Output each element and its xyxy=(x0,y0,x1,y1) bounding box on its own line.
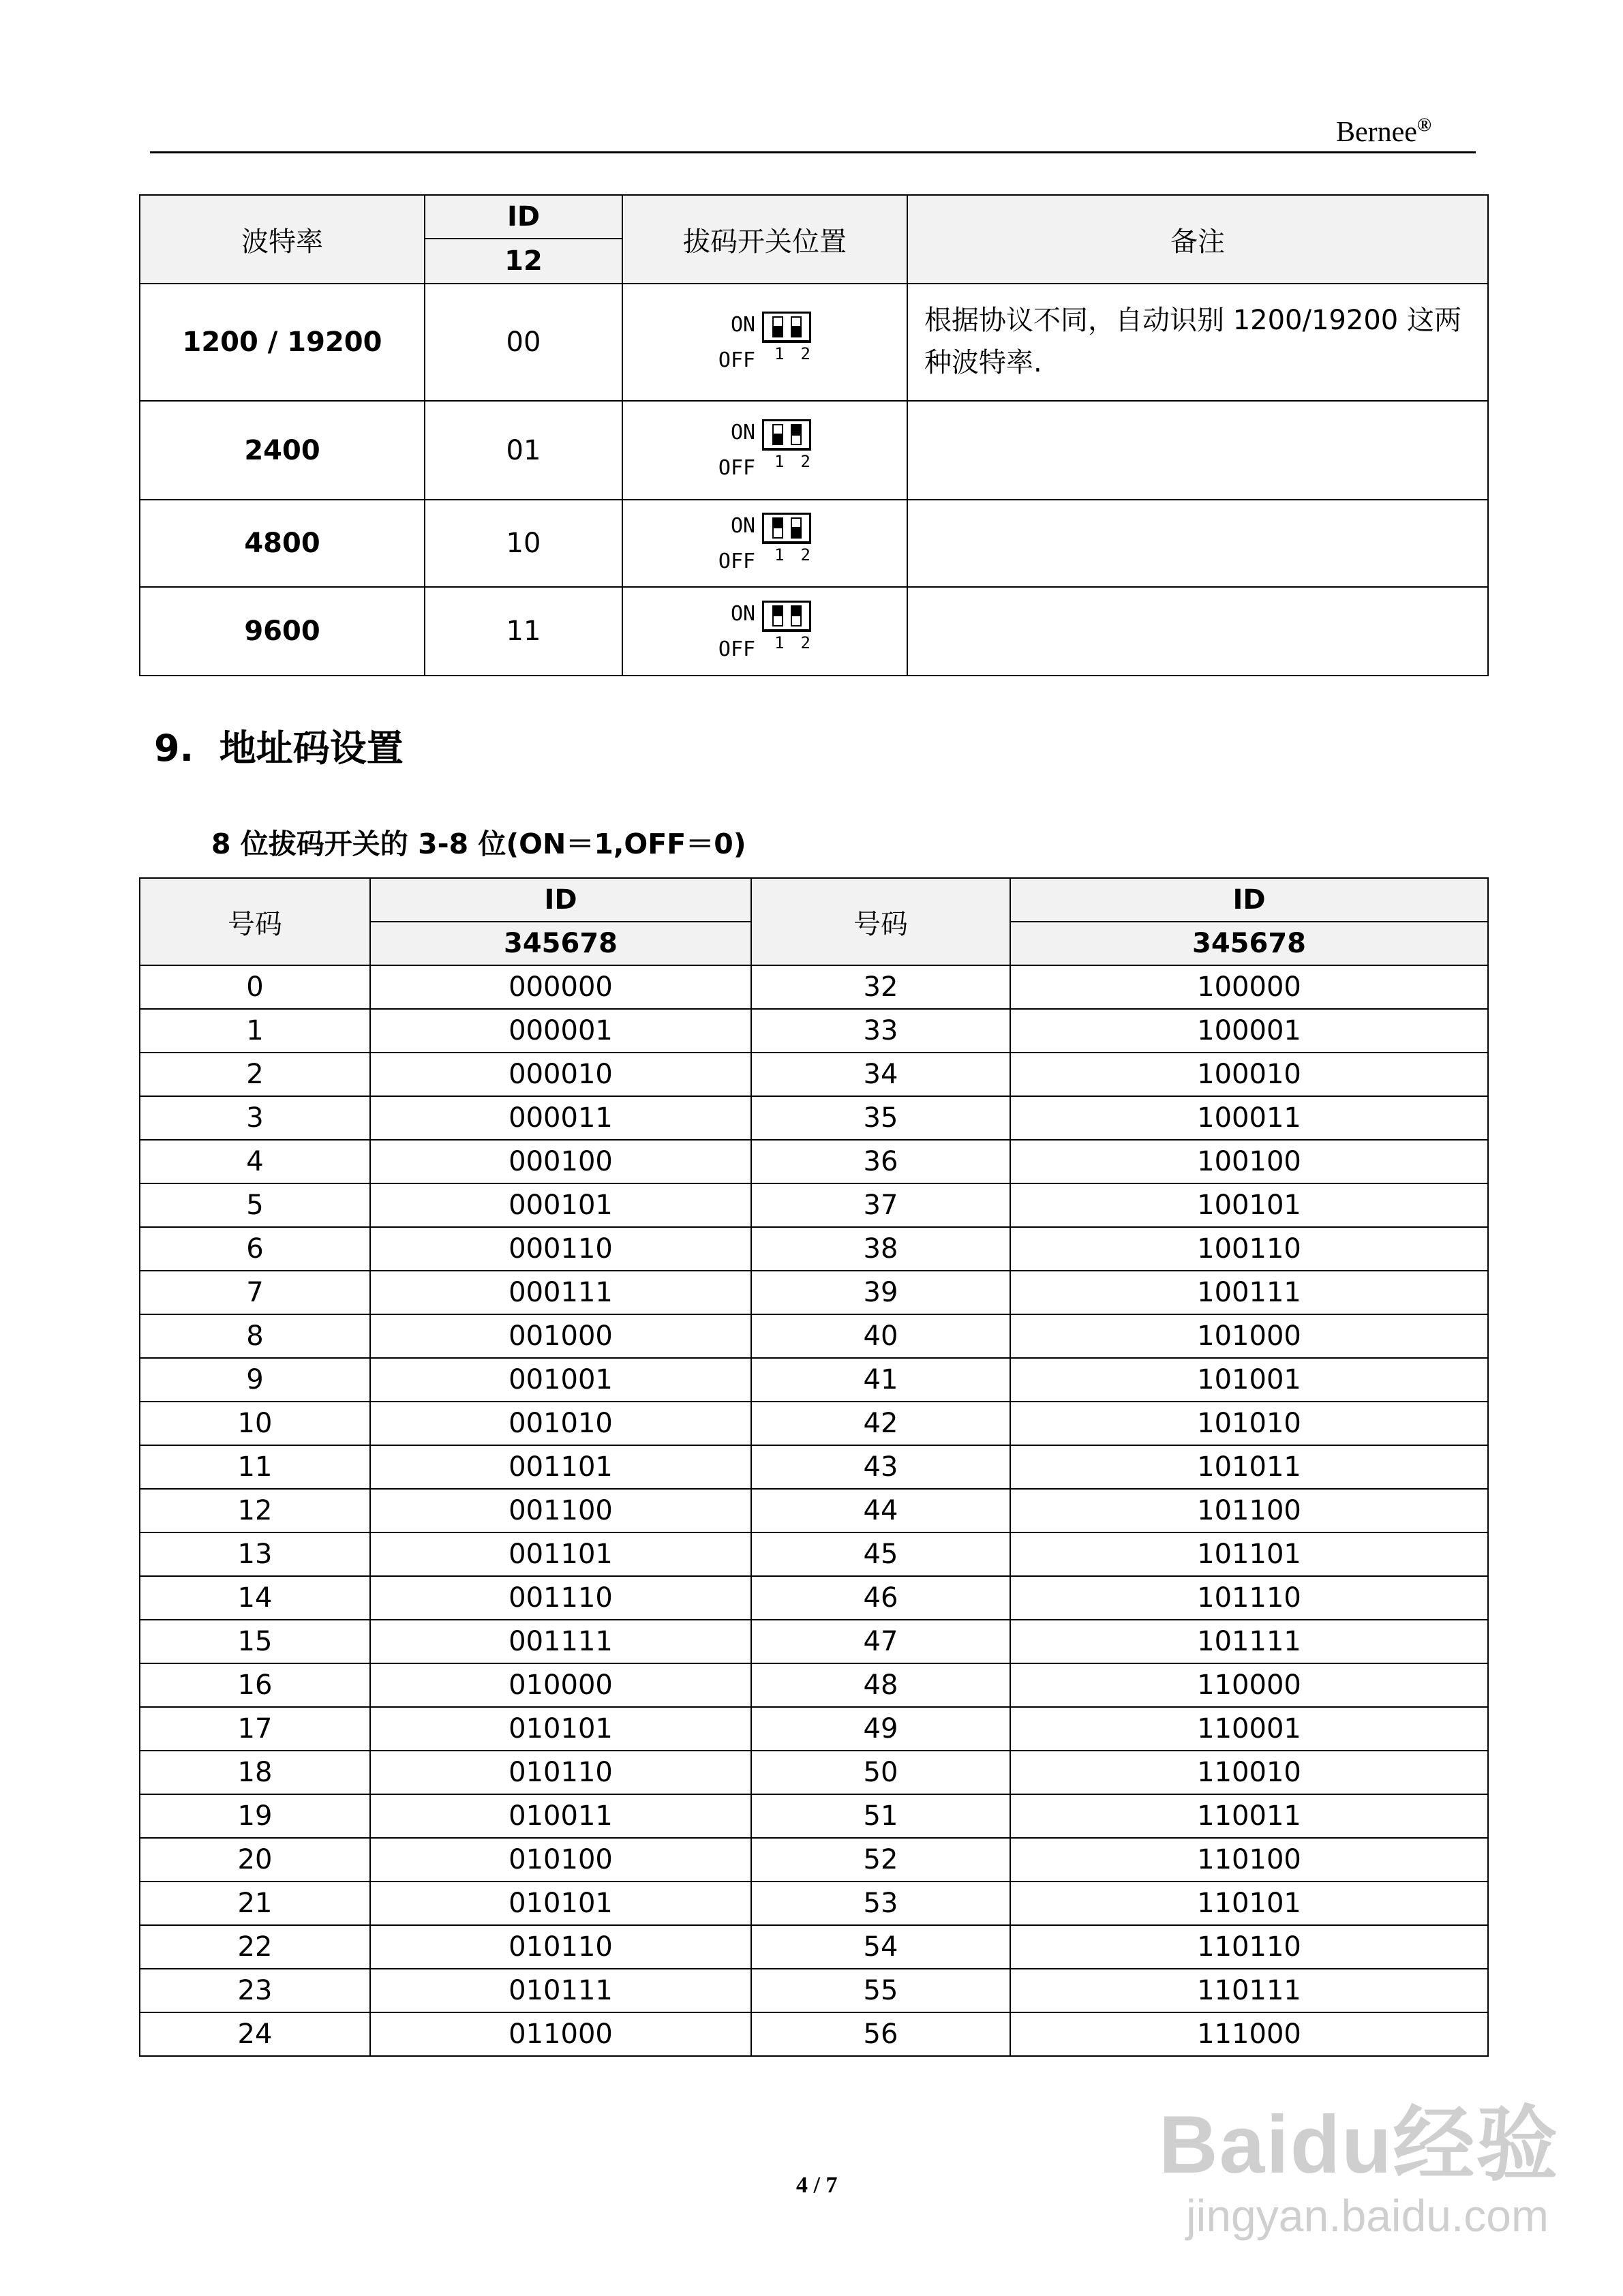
table-cell: 000011 xyxy=(370,1096,751,1140)
table-cell: 49 xyxy=(751,1707,1010,1751)
table-cell: 47 xyxy=(751,1620,1010,1663)
table-cell: 101111 xyxy=(1010,1620,1488,1663)
col-header-num-right: 号码 xyxy=(751,878,1010,965)
table-row xyxy=(140,1707,1488,1751)
table-cell: 37 xyxy=(751,1183,1010,1227)
dip-switch-icon: ON OFF 1 2 xyxy=(718,601,810,661)
table-cell: 101110 xyxy=(1010,1576,1488,1620)
table-cell: 23 xyxy=(140,1969,370,2012)
table-cell: 100111 xyxy=(1010,1271,1488,1314)
table-cell: 110111 xyxy=(1010,1969,1488,2012)
table-cell: 35 xyxy=(751,1096,1010,1140)
table-cell: 100100 xyxy=(1010,1140,1488,1183)
table-cell: 010110 xyxy=(370,1925,751,1969)
table-cell: 100101 xyxy=(1010,1183,1488,1227)
dip-switch-icon: ON OFF 1 2 xyxy=(718,312,810,372)
col-header-num-left: 号码 xyxy=(140,878,370,965)
table-cell: 101101 xyxy=(1010,1532,1488,1576)
table-row xyxy=(140,1576,1488,1620)
table-cell: 43 xyxy=(751,1445,1010,1489)
table-cell: 000010 xyxy=(370,1053,751,1096)
table-cell: 19 xyxy=(140,1794,370,1838)
table-cell: 001111 xyxy=(370,1620,751,1663)
table-cell: 9 xyxy=(140,1358,370,1402)
table-cell: 11 xyxy=(140,1445,370,1489)
table-cell: 14 xyxy=(140,1576,370,1620)
table-cell: 100001 xyxy=(1010,1009,1488,1053)
table-cell: 100011 xyxy=(1010,1096,1488,1140)
table-cell: 000001 xyxy=(370,1009,751,1053)
table-cell: 39 xyxy=(751,1271,1010,1314)
table-cell: 100000 xyxy=(1010,965,1488,1009)
table-cell: 17 xyxy=(140,1707,370,1751)
table-cell: 101100 xyxy=(1010,1489,1488,1532)
table-cell: 15 xyxy=(140,1620,370,1663)
table-row xyxy=(140,1663,1488,1707)
table-cell: 001010 xyxy=(370,1402,751,1445)
table-cell: 52 xyxy=(751,1838,1010,1882)
baud-note-cell xyxy=(907,401,1488,500)
table-cell: 1 xyxy=(140,1009,370,1053)
table-row xyxy=(140,1620,1488,1663)
table-cell: 111000 xyxy=(1010,2012,1488,2056)
dip-switch-cell xyxy=(622,284,907,401)
baud-rate-cell: 2400 xyxy=(140,401,425,500)
table-row xyxy=(140,1794,1488,1838)
table-cell: 24 xyxy=(140,2012,370,2056)
baud-row xyxy=(140,500,1488,587)
table-cell: 51 xyxy=(751,1794,1010,1838)
table-cell: 38 xyxy=(751,1227,1010,1271)
table-cell: 100110 xyxy=(1010,1227,1488,1271)
table-cell: 13 xyxy=(140,1532,370,1576)
table-cell: 001110 xyxy=(370,1576,751,1620)
table-cell: 44 xyxy=(751,1489,1010,1532)
col-header-bits-left: 345678 xyxy=(370,922,751,965)
table-row xyxy=(140,1358,1488,1402)
table-cell: 001101 xyxy=(370,1445,751,1489)
header-rule xyxy=(150,151,1476,153)
table-row xyxy=(140,1402,1488,1445)
dip-switch-icon: ON OFF 1 2 xyxy=(718,421,810,480)
table-cell: 55 xyxy=(751,1969,1010,2012)
col-header-switch: 拔码开关位置 xyxy=(622,195,907,284)
baud-id-cell: 01 xyxy=(425,401,622,500)
dip-switch-cell xyxy=(622,587,907,676)
table-cell: 110010 xyxy=(1010,1751,1488,1794)
table-cell: 000000 xyxy=(370,965,751,1009)
baud-rate-cell: 9600 xyxy=(140,587,425,676)
dip-switch-icon: ON OFF 1 2 xyxy=(718,513,810,573)
table-row xyxy=(140,1096,1488,1140)
section-title: 9. 地址码设置 xyxy=(154,727,404,770)
table-row xyxy=(140,1532,1488,1576)
table-cell: 010101 xyxy=(370,1882,751,1925)
table-cell: 21 xyxy=(140,1882,370,1925)
baud-note-cell xyxy=(907,587,1488,676)
table-cell: 56 xyxy=(751,2012,1010,2056)
col-header-bits-right: 345678 xyxy=(1010,922,1488,965)
table-cell: 110011 xyxy=(1010,1794,1488,1838)
table-row xyxy=(140,1009,1488,1053)
baud-note-cell xyxy=(907,500,1488,587)
baud-note-cell: 根据协议不同，自动识别 1200/19200 这两种波特率. xyxy=(907,284,1488,401)
baud-id-cell: 00 xyxy=(425,284,622,401)
table-row xyxy=(140,1053,1488,1096)
table-cell: 110101 xyxy=(1010,1882,1488,1925)
table-cell: 010000 xyxy=(370,1663,751,1707)
col-header-id: ID xyxy=(425,195,622,239)
table-cell: 50 xyxy=(751,1751,1010,1794)
table-cell: 46 xyxy=(751,1576,1010,1620)
table-cell: 100010 xyxy=(1010,1053,1488,1096)
table-cell: 001101 xyxy=(370,1532,751,1576)
table-row xyxy=(140,1140,1488,1183)
col-header-id-bits: 12 xyxy=(425,239,622,284)
table-cell: 101010 xyxy=(1010,1402,1488,1445)
table-cell: 22 xyxy=(140,1925,370,1969)
table-cell: 010101 xyxy=(370,1707,751,1751)
table-cell: 12 xyxy=(140,1489,370,1532)
table-cell: 000111 xyxy=(370,1271,751,1314)
table-cell: 6 xyxy=(140,1227,370,1271)
table-cell: 36 xyxy=(751,1140,1010,1183)
table-cell: 110110 xyxy=(1010,1925,1488,1969)
table-row xyxy=(140,1751,1488,1794)
watermark: Baidu经验 jingyan.baidu.com xyxy=(1159,2099,1560,2241)
table-cell: 20 xyxy=(140,1838,370,1882)
col-header-id-left: ID xyxy=(370,878,751,922)
table-cell: 32 xyxy=(751,965,1010,1009)
table-row xyxy=(140,1489,1488,1532)
table-cell: 54 xyxy=(751,1925,1010,1969)
baud-id-cell: 10 xyxy=(425,500,622,587)
table-cell: 16 xyxy=(140,1663,370,1707)
table-cell: 110000 xyxy=(1010,1663,1488,1707)
table-cell: 000110 xyxy=(370,1227,751,1271)
baud-row xyxy=(140,284,1488,401)
section-subtitle: 8 位拔码开关的 3-8 位(ON＝1,OFF＝0) xyxy=(211,828,746,860)
dip-switch-cell xyxy=(622,401,907,500)
table-row xyxy=(140,1227,1488,1271)
baud-id-cell: 11 xyxy=(425,587,622,676)
table-row xyxy=(140,965,1488,1009)
table-cell: 101000 xyxy=(1010,1314,1488,1358)
table-cell: 3 xyxy=(140,1096,370,1140)
dip-switch-cell xyxy=(622,500,907,587)
baud-row xyxy=(140,401,1488,500)
table-cell: 001001 xyxy=(370,1358,751,1402)
table-cell: 33 xyxy=(751,1009,1010,1053)
table-row xyxy=(140,1271,1488,1314)
table-row xyxy=(140,1445,1488,1489)
table-cell: 34 xyxy=(751,1053,1010,1096)
table-row xyxy=(140,1969,1488,2012)
baud-rate-table xyxy=(139,194,1489,676)
address-code-table xyxy=(139,877,1489,2057)
table-cell: 000100 xyxy=(370,1140,751,1183)
table-cell: 000101 xyxy=(370,1183,751,1227)
baud-rate-cell: 1200 / 19200 xyxy=(140,284,425,401)
table-cell: 101011 xyxy=(1010,1445,1488,1489)
table-row xyxy=(140,1925,1488,1969)
table-cell: 45 xyxy=(751,1532,1010,1576)
table-cell: 8 xyxy=(140,1314,370,1358)
table-cell: 010011 xyxy=(370,1794,751,1838)
table-row xyxy=(140,1882,1488,1925)
table-row xyxy=(140,1314,1488,1358)
table-cell: 18 xyxy=(140,1751,370,1794)
table-cell: 53 xyxy=(751,1882,1010,1925)
table-row xyxy=(140,1838,1488,1882)
table-cell: 10 xyxy=(140,1402,370,1445)
table-cell: 001100 xyxy=(370,1489,751,1532)
table-cell: 41 xyxy=(751,1358,1010,1402)
table-row xyxy=(140,1183,1488,1227)
brand-logo: Bernee® xyxy=(1336,115,1431,148)
table-cell: 010110 xyxy=(370,1751,751,1794)
table-row xyxy=(140,2012,1488,2056)
table-cell: 011000 xyxy=(370,2012,751,2056)
table-cell: 110100 xyxy=(1010,1838,1488,1882)
baud-row xyxy=(140,587,1488,676)
col-header-id-right: ID xyxy=(1010,878,1488,922)
table-cell: 2 xyxy=(140,1053,370,1096)
col-header-note: 备注 xyxy=(907,195,1488,284)
table-cell: 42 xyxy=(751,1402,1010,1445)
table-cell: 40 xyxy=(751,1314,1010,1358)
table-cell: 110001 xyxy=(1010,1707,1488,1751)
col-header-rate: 波特率 xyxy=(140,195,425,284)
table-cell: 7 xyxy=(140,1271,370,1314)
page-number: 4 / 7 xyxy=(796,2173,838,2198)
baud-rate-cell: 4800 xyxy=(140,500,425,587)
table-cell: 5 xyxy=(140,1183,370,1227)
table-cell: 101001 xyxy=(1010,1358,1488,1402)
table-cell: 48 xyxy=(751,1663,1010,1707)
table-cell: 0 xyxy=(140,965,370,1009)
table-cell: 4 xyxy=(140,1140,370,1183)
table-cell: 010100 xyxy=(370,1838,751,1882)
table-cell: 010111 xyxy=(370,1969,751,2012)
table-cell: 001000 xyxy=(370,1314,751,1358)
